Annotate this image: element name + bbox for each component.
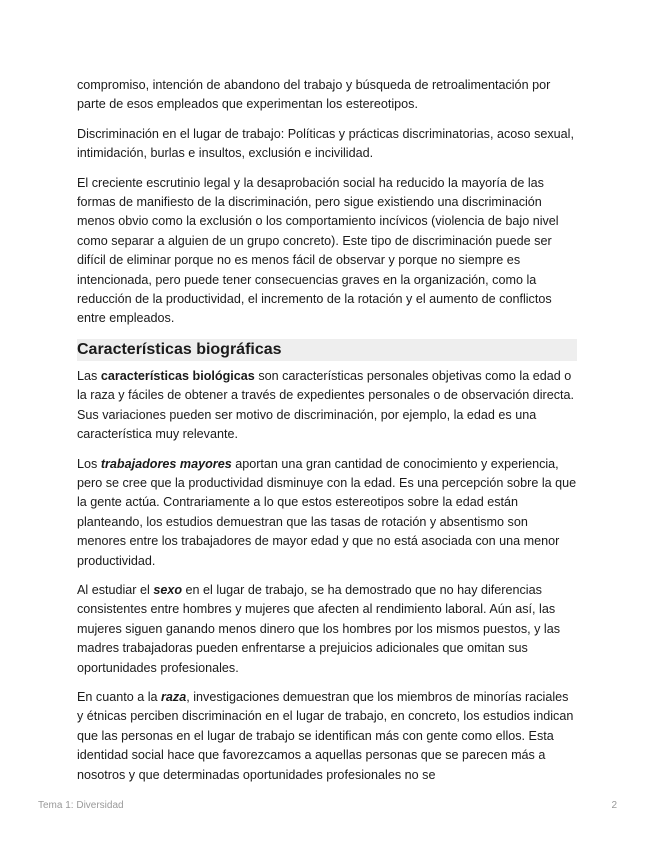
paragraph-stereotype-effects: compromiso, intención de abandono del trabajo y búsqueda de retroalimentación por parte de esos empleados que experimentan los estereotipos. bbox=[77, 78, 551, 112]
paragraph-older-workers: Los trabajadores mayores aportan una gran cantidad de conocimiento y experiencia, pero se cree que la productividad disminuye con la edad. Es una percepción sobre la que la gente actúa. Contrariamente a lo que estos estereotipos sobre la edad están planteando, los estudios demuestran que las tasas de rotación y absentismo son menores entre los trabajadores de mayor edad y que no está asociada con una menor productividad. bbox=[77, 456, 577, 568]
paragraph-race: En cuanto a la raza, investigaciones demuestran que los miembros de minorías raciales y étnicas perciben discriminación en el lugar de trabajo, en concreto, los estudios indican que las personas en el lugar de trabajo se identifican más con gente como ellos. Esta identidad social hace que favorezcamos a aquellas personas que se parecen más a nosotros y que determinadas oportunidades profesionales no se bbox=[77, 689, 574, 782]
footer-page-number: 2 bbox=[611, 800, 617, 811]
section-heading: Características biográficas bbox=[77, 339, 577, 361]
paragraph-subtle-discrimination: El creciente escrutinio legal y la desaprobación social ha reducido la mayoría de las formas de manifiesto de la discriminación, pero sigue existiendo una discriminación menos obvio como la exclusión o los comportamiento incívicos (violencia de bajo nivel como separar a alguien de un grupo concreto). Este tipo de discriminación puede ser difícil de eliminar porque no es menos fácil de observar y porque no siempre es intencionada, pero puede tener consecuencias graves en la organización, como la reducción de la productividad, el incremento de la rotación y el aumento de conflictos entre empleados. bbox=[77, 175, 559, 326]
footer-chapter-title: Tema 1: Diversidad bbox=[38, 800, 124, 811]
paragraph-discrimination-definition: Discriminación en el lugar de trabajo: Políticas y prácticas discriminatorias, acoso sexual, intimidación, burlas e insultos, exclusión e incivilidad. bbox=[77, 126, 574, 161]
paragraph-sex: Al estudiar el sexo en el lugar de trabajo, se ha demostrado que no hay diferencias consistentes entre hombres y mujeres que afecten al rendimiento laboral. Aún así, las mujeres siguen ganando menos dinero que los hombres por los mismos puestos, y las madres trabajadoras pueden enfrentarse a prejuicios adicionales que omitan sus oportunidades profesionales. bbox=[77, 582, 561, 675]
document-page bbox=[77, 76, 577, 795]
paragraph-biographical: Las características biológicas son características personales objetivas como la edad o la raza y fáciles de obtener a través de expedientes personales o de observación directa. Sus variaciones pueden ser motivo de discriminación, por ejemplo, la edad es una característica muy relevante. bbox=[77, 368, 575, 442]
